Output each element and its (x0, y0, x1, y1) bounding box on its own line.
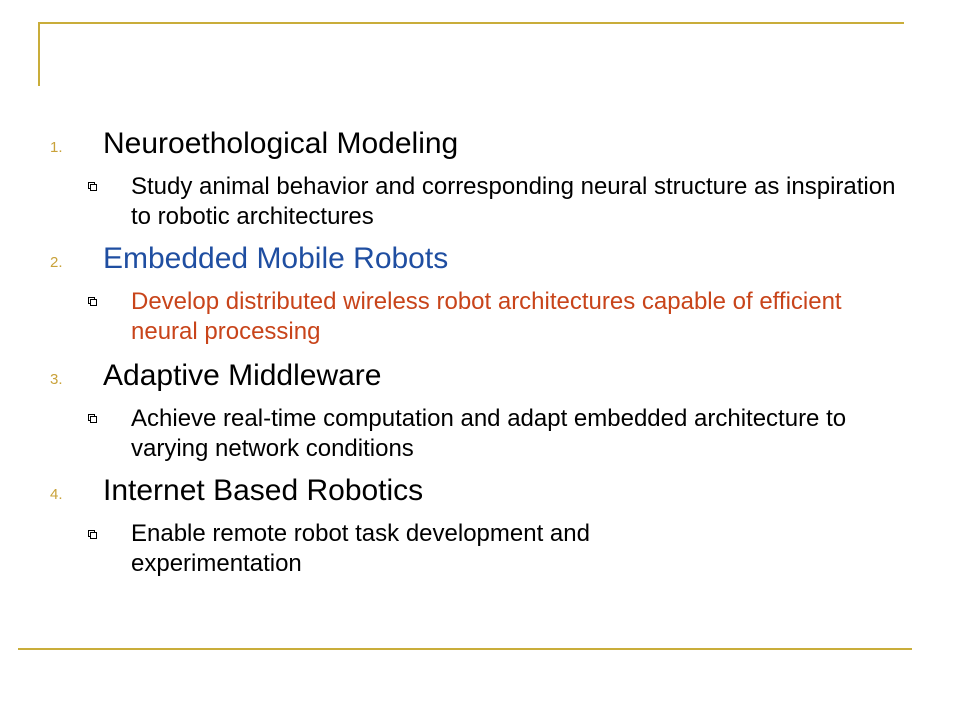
item-description: Achieve real-time computation and adapt embedded architecture to varying network conditions (131, 405, 847, 462)
item-number: 1. (50, 139, 63, 156)
item-heading: Adaptive Middleware (103, 359, 382, 392)
item-description: Enable remote robot task development and experimentation (131, 520, 590, 577)
item-heading: Internet Based Robotics (103, 474, 424, 507)
item-number: 2. (50, 254, 63, 271)
item-description: Develop distributed wireless robot architectures capable of efficient neural processing (131, 288, 842, 345)
item-number: 4. (50, 486, 63, 503)
item-heading: Embedded Mobile Robots (103, 242, 449, 275)
square-bullet-icon (88, 297, 97, 306)
item-heading: Neuroethological Modeling (103, 127, 459, 160)
item-number: 3. (50, 371, 63, 388)
square-bullet-icon (88, 530, 97, 539)
square-bullet-icon (88, 182, 97, 191)
item-description: Study animal behavior and corresponding neural structure as inspiration to robotic architectures (131, 173, 896, 230)
square-bullet-icon (88, 414, 97, 423)
